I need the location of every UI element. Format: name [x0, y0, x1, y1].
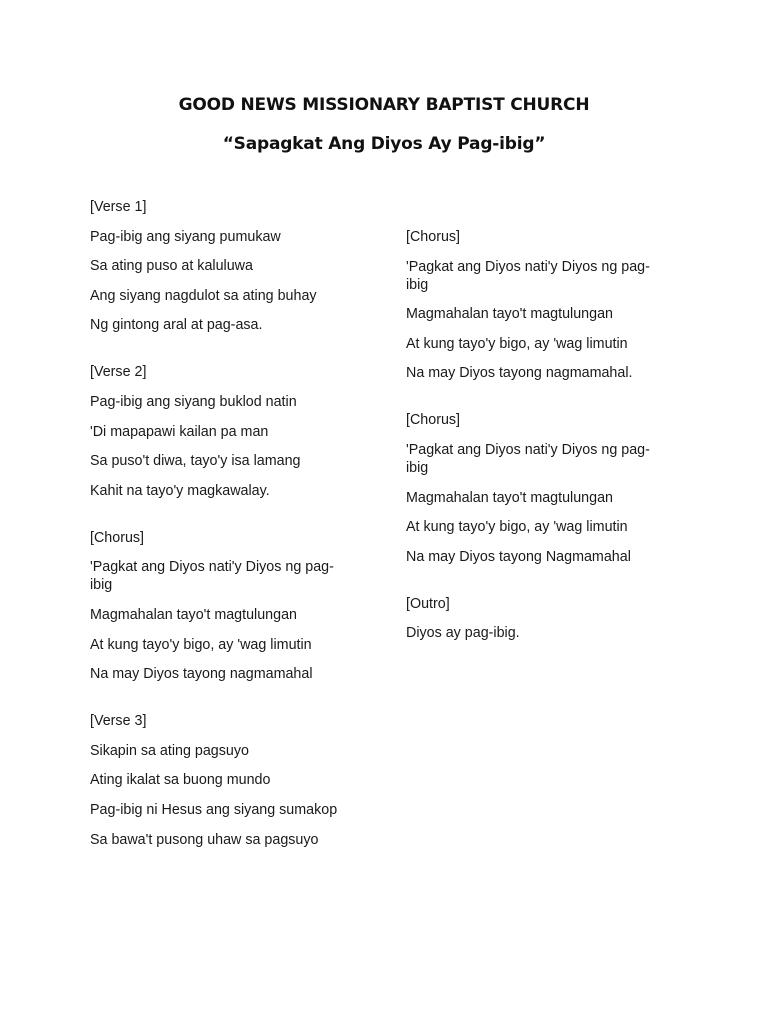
lyric-line: Sa bawa't pusong uhaw sa pagsuyo: [90, 831, 319, 848]
lyric-line: Diyos ay pag-ibig.: [406, 625, 520, 642]
right-column: [406, 228, 706, 671]
lyric-line: Ng gintong aral at pag-asa.: [90, 317, 263, 334]
church-title: GOOD NEWS MISSIONARY BAPTIST CHURCH: [178, 95, 590, 115]
lyric-line: At kung tayo'y bigo, ay 'wag limutin: [406, 335, 628, 352]
lyric-line: Na may Diyos tayong nagmamahal.: [406, 365, 633, 382]
verse-3-section: [90, 712, 390, 848]
lyric-line: Ang siyang nagdulot sa ating buhay: [90, 287, 317, 304]
lyric-line: At kung tayo'y bigo, ay 'wag limutin: [90, 636, 312, 653]
lyric-line: At kung tayo'y bigo, ay 'wag limutin: [406, 519, 628, 536]
lyric-line: 'Pagkat ang Diyos nati'y Diyos ng pag-ibig: [406, 441, 650, 476]
lyric-line: Na may Diyos tayong Nagmamahal: [406, 548, 631, 565]
lyric-line: Sa puso't diwa, tayo'y isa lamang: [90, 453, 301, 470]
section-label: [Verse 1]: [90, 199, 147, 215]
lyric-line: Pag-ibig ang siyang pumukaw: [90, 228, 281, 245]
verse-1-section: [90, 198, 390, 334]
lyric-line: Kahit na tayo'y magkawalay.: [90, 482, 270, 499]
lyric-line: Magmahalan tayo't magtulungan: [406, 489, 613, 506]
lyric-line: Magmahalan tayo't magtulungan: [90, 606, 297, 623]
left-column: [90, 198, 390, 878]
section-label: [Verse 2]: [90, 364, 147, 381]
verse-2-section: [90, 363, 390, 499]
lyric-line: Magmahalan tayo't magtulungan: [406, 306, 613, 323]
chorus-section: [406, 228, 706, 382]
lyric-line: 'Di mapapawi kailan pa man: [90, 423, 269, 440]
section-label: [Outro]: [406, 595, 450, 612]
chorus-section: [90, 529, 390, 683]
section-label: [Verse 3]: [90, 713, 147, 730]
chorus-section: [406, 411, 706, 565]
section-label: [Chorus]: [406, 412, 461, 429]
section-label: [Chorus]: [90, 529, 145, 546]
lyric-line: Na may Diyos tayong nagmamahal: [90, 666, 313, 683]
lyric-line: Pag-ibig ni Hesus ang siyang sumakop: [90, 801, 338, 818]
lyric-line: Pag-ibig ang siyang buklod natin: [90, 393, 297, 410]
section-label: [Chorus]: [406, 229, 461, 245]
lyric-line: Ating ikalat sa buong mundo: [90, 772, 271, 789]
lyric-line: Sa ating puso at kaluluwa: [90, 258, 253, 275]
outro-section: [406, 595, 706, 643]
song-title: “Sapagkat Ang Diyos Ay Pag-ibig”: [222, 134, 546, 154]
lyric-line: 'Pagkat ang Diyos nati'y Diyos ng pag-ibig: [406, 258, 650, 293]
lyric-line: 'Pagkat ang Diyos nati'y Diyos ng pag-ibig: [90, 559, 334, 594]
lyric-line: Sikapin sa ating pagsuyo: [90, 742, 249, 759]
